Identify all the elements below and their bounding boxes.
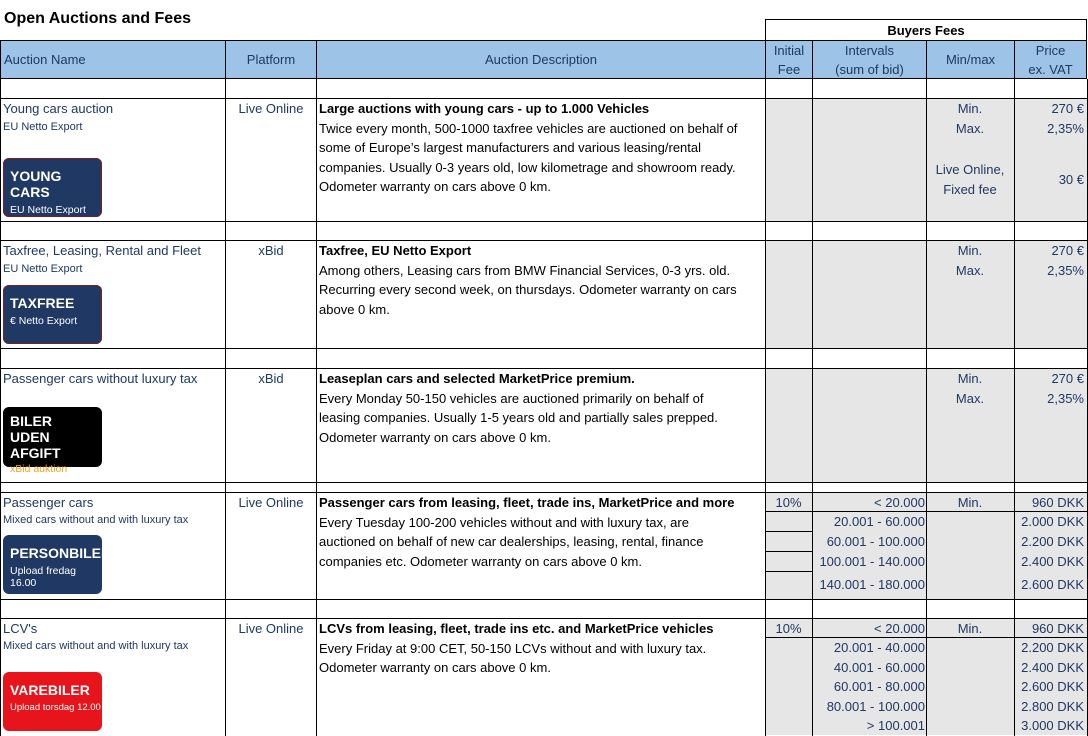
auction-platform: Live Online	[238, 495, 304, 510]
fixed-fee-label-2: Fixed fee	[943, 182, 997, 197]
grid-line	[316, 79, 317, 736]
interval-price: 2.200 DKK	[1021, 640, 1084, 655]
initial-fee: 10%	[775, 495, 802, 510]
interval-price: 2.600 DKK	[1021, 679, 1084, 694]
interval-price: 3.000 DKK	[1021, 718, 1084, 733]
auction-platform: xBid	[258, 371, 284, 386]
interval-range: 140.001 - 180.000	[819, 577, 925, 592]
interval-range: 20.001 - 40.000	[833, 640, 925, 655]
auction-platform: Live Online	[238, 101, 304, 116]
col-header-name: Auction Name	[0, 40, 226, 79]
auction-name: Young cars auction	[3, 101, 114, 116]
col-header-minmax: Min/max	[926, 40, 1015, 79]
max-label: Max.	[955, 391, 985, 406]
interval-range: > 100.001	[866, 718, 925, 733]
auction-subtitle: Mixed cars without and with luxury tax	[3, 514, 189, 526]
price-fixed: 30 €	[1058, 172, 1084, 187]
min-label: Min.	[957, 371, 983, 386]
interval-range: 40.001 - 60.000	[833, 660, 925, 675]
interval-price: 2.600 DKK	[1021, 577, 1084, 592]
col-header-intervals: Intervals (sum of bid)	[812, 40, 927, 79]
interval-price: 2.200 DKK	[1021, 534, 1084, 549]
interval-range: 80.001 - 100.000	[826, 699, 925, 714]
interval-price: 2.800 DKK	[1021, 699, 1084, 714]
page-title: Open Auctions and Fees	[4, 10, 191, 27]
auction-name: Passenger cars	[3, 495, 94, 510]
interval-range: < 20.000	[874, 621, 925, 636]
initial-fee: 10%	[775, 621, 802, 636]
min-label: Min.	[957, 621, 983, 636]
col-header-initial-fee: Initial Fee	[765, 40, 813, 79]
interval-price: 960 DKK	[1031, 495, 1084, 510]
grid-line	[0, 221, 1088, 222]
fixed-fee-label: Live Online,	[935, 162, 1005, 177]
interval-range: < 20.000	[874, 495, 925, 510]
interval-price: 2.400 DKK	[1021, 660, 1084, 675]
grid-line	[765, 571, 813, 572]
auction-badge-young-cars[interactable]: YOUNG CARS EU Netto Export	[3, 158, 102, 217]
auction-badge-biler-uden-afgift[interactable]: BILER UDEN AFGIFT xBid auktion	[3, 407, 102, 467]
price-max: 2,35%	[1047, 121, 1084, 136]
auction-name: Passenger cars without luxury tax	[3, 371, 198, 386]
auction-description: Passenger cars from leasing, fleet, trade ins, MarketPrice and more Every Tuesday 100-200 vehicles without and with luxury tax, are auctioned on behalf of new car dealerships, leasing, rental, finance companies etc. Odometer warranty on cars above 0 km.	[319, 495, 735, 569]
auction-name: LCV's	[3, 621, 38, 636]
min-label: Min.	[957, 101, 983, 116]
interval-price: 960 DKK	[1031, 621, 1084, 636]
auction-platform: Live Online	[238, 621, 304, 636]
auction-name: Taxfree, Leasing, Rental and Fleet	[3, 243, 202, 258]
grid-line	[765, 531, 813, 532]
col-header-platform: Platform	[225, 40, 317, 79]
grid-line	[765, 551, 813, 552]
max-label: Max.	[955, 121, 985, 136]
col-header-description: Auction Description	[316, 40, 766, 79]
grid-line	[0, 348, 1088, 349]
interval-range: 20.001 - 60.000	[833, 514, 925, 529]
price-min: 270 €	[1051, 243, 1084, 258]
auction-badge-personbiler[interactable]: PERSONBILER Upload fredag 16.00	[3, 535, 102, 594]
col-header-price: Price ex. VAT	[1014, 40, 1087, 79]
interval-price: 2.000 DKK	[1021, 514, 1084, 529]
auction-subtitle: EU Netto Export	[3, 263, 83, 275]
auction-badge-varebiler[interactable]: VAREBILER Upload torsdag 12.00	[3, 672, 102, 731]
price-max: 2,35%	[1047, 391, 1084, 406]
auction-description: LCVs from leasing, fleet, trade ins etc. and MarketPrice vehicles Every Friday at 9:00 CET, 50-150 LCVs without and with luxury tax. Odometer warranty on cars above 0 km.	[319, 621, 714, 676]
grid-line	[0, 482, 1088, 483]
auction-subtitle: Mixed cars without and with luxury tax	[3, 640, 189, 652]
max-label: Max.	[955, 263, 985, 278]
auction-platform: xBid	[258, 243, 284, 258]
grid-line	[0, 79, 1, 736]
grid-line	[765, 637, 1087, 638]
grid-line	[225, 79, 226, 736]
interval-range: 100.001 - 140.000	[819, 554, 925, 569]
price-min: 270 €	[1051, 101, 1084, 116]
price-min: 270 €	[1051, 371, 1084, 386]
min-label: Min.	[957, 495, 983, 510]
interval-range: 60.001 - 100.000	[826, 534, 925, 549]
price-max: 2,35%	[1047, 263, 1084, 278]
grid-line	[0, 599, 1088, 600]
grid-line	[765, 511, 1087, 512]
auction-badge-taxfree[interactable]: TAXFREE € Netto Export	[3, 285, 102, 344]
buyers-fees-title: Buyers Fees	[765, 19, 1087, 40]
auction-description: Leaseplan cars and selected MarketPrice premium. Every Monday 50-150 vehicles are auctioned primarily on behalf of leasing companies. Usually 1-5 years old and partially sales prepped. Odometer warranty on cars above 0 km.	[319, 371, 718, 445]
auction-description: Taxfree, EU Netto Export Among others, Leasing cars from BMW Financial Services, 0-3 yrs. old. Recurring every second week, on thursdays. Odometer warranty on cars above 0 km.	[319, 243, 737, 317]
auction-description: Large auctions with young cars - up to 1.000 Vehicles Twice every month, 500-1000 taxfree vehicles are auctioned on behalf of some of Europe’s largest manufacturers and various leasing/rental companies. Usually 0-3 years old, low kilometrage and showroom ready. Odometer warranty on cars above 0 km.	[319, 101, 738, 195]
auction-subtitle: EU Netto Export	[3, 121, 83, 133]
interval-price: 2.400 DKK	[1021, 554, 1084, 569]
interval-range: 60.001 - 80.000	[833, 679, 925, 694]
min-label: Min.	[957, 243, 983, 258]
